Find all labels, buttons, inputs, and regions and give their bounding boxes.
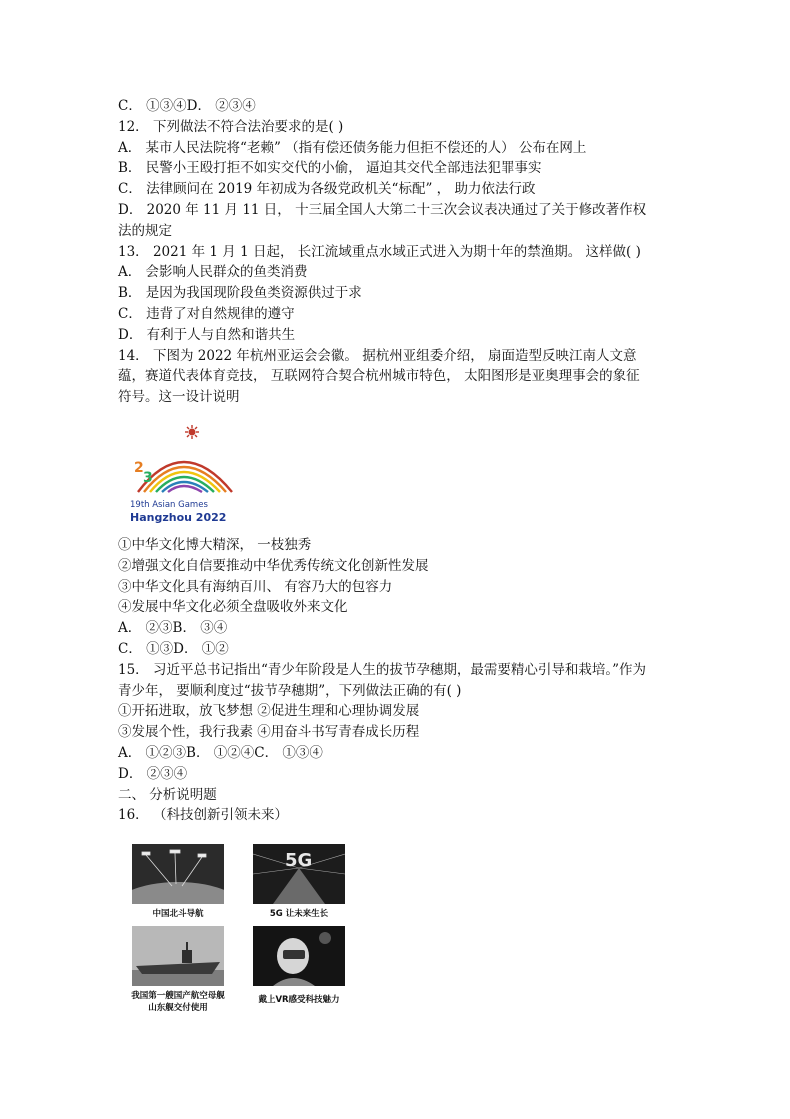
question-12-stem: 12． 下列做法不符合法治要求的是( ) <box>118 118 344 135</box>
svg-text:2: 2 <box>134 460 144 476</box>
text-line: ①开拓进取，放飞梦想 ②促进生理和心理协调发展 <box>118 703 420 720</box>
text-line: ③中华文化具有海纳百川、 有容乃大的包容力 <box>118 578 393 595</box>
emblem-line2: Hangzhou 2022 <box>130 511 227 524</box>
text-line: A． ②③B． ③④ <box>118 620 228 637</box>
question-13-stem: 13． 2021 年 1 月 1 日起， 长江流域重点水域正式进入为期十年的禁渔期。 这样做( ) <box>118 243 641 260</box>
photo-caption: 我国第一艘国产航空母舰山东舰交付使用 <box>131 991 225 1013</box>
beidou-photo <box>132 844 224 904</box>
text-line: D． ②③④ <box>118 765 188 782</box>
5g-logo-text: 5G <box>285 850 313 871</box>
5g-photo <box>253 844 345 904</box>
text-line: A． 会影响人民群众的鱼类消费 <box>118 264 308 281</box>
sun-symbol-icon <box>185 425 199 439</box>
carrier-photo <box>132 926 224 986</box>
svg-text:3: 3 <box>143 470 153 486</box>
question-15-stem: 15． 习近平总书记指出“青少年阶段是人生的拔节孕穗期，最需要精心引导和栽培。”作为 <box>118 661 647 678</box>
text-line: D． 有利于人与自然和谐共生 <box>118 326 296 343</box>
text-line: C． 违背了对自然规律的遵守 <box>118 305 295 322</box>
text-line: 符号。这一设计说明 <box>118 389 240 406</box>
emblem-line1: 19th Asian Games <box>130 500 208 510</box>
text-line: ④发展中华文化必须全盘吸收外来文化 <box>118 599 348 616</box>
question-14-stem: 14． 下图为 2022 年杭州亚运会会徽。 据杭州亚组委介绍， 扇面造型反映江南人文意 <box>118 347 637 364</box>
vr-photo <box>253 926 345 986</box>
text-line: B． 民警小王殴打拒不如实交代的小偷， 逼迫其交代全部违法犯罪事实 <box>118 160 542 177</box>
question-block-bottom <box>118 535 678 826</box>
photo-caption: 5G 让未来生长 <box>269 909 329 919</box>
asian-games-emblem <box>128 422 238 530</box>
text-line: 蕴，赛道代表体育竞技， 互联网符合契合杭州城市特色， 太阳图形是亚奥理事会的象征 <box>118 368 640 385</box>
photo-caption: 中国北斗导航 <box>152 909 204 919</box>
text-line: B． 是因为我国现阶段鱼类资源供过于求 <box>118 285 362 302</box>
question-16-stem: 16． （科技创新引领未来） <box>118 807 288 824</box>
text-line: ③发展个性，我行我素 ④用奋斗书写青春成长历程 <box>118 724 420 741</box>
text-line: A． 某市人民法院将“老赖” （指有偿还债务能力但拒不偿还的人） 公布在网上 <box>118 139 587 156</box>
text-line: C． 法律顾问在 2019 年初成为各级党政机关“标配” ， 助力依法行政 <box>118 181 536 198</box>
photo-caption: 戴上VR感受科技魅力 <box>258 995 340 1005</box>
text-line: D． 2020 年 11 月 11 日， 十三届全国人大第二十三次会议表决通过了关于修改著作权 <box>118 201 647 218</box>
text-line: 青少年， 要顺利度过“拔节孕穗期”，下列做法正确的有( ) <box>118 682 462 699</box>
photo-grid <box>128 840 368 1020</box>
text-line: ①中华文化博大精深， 一枝独秀 <box>118 537 312 553</box>
text-line: A． ①②③B． ①②④C． ①③④ <box>118 744 323 761</box>
section-heading: 二、 分析说明题 <box>118 786 217 803</box>
text-line: 法的规定 <box>118 222 172 239</box>
text-line: ②增强文化自信要推动中华优秀传统文化创新性发展 <box>118 557 429 574</box>
question-block-top <box>118 96 678 408</box>
text-line: C． ①③D． ①② <box>118 640 229 657</box>
text-line: C． ①③④D． ②③④ <box>118 98 256 114</box>
